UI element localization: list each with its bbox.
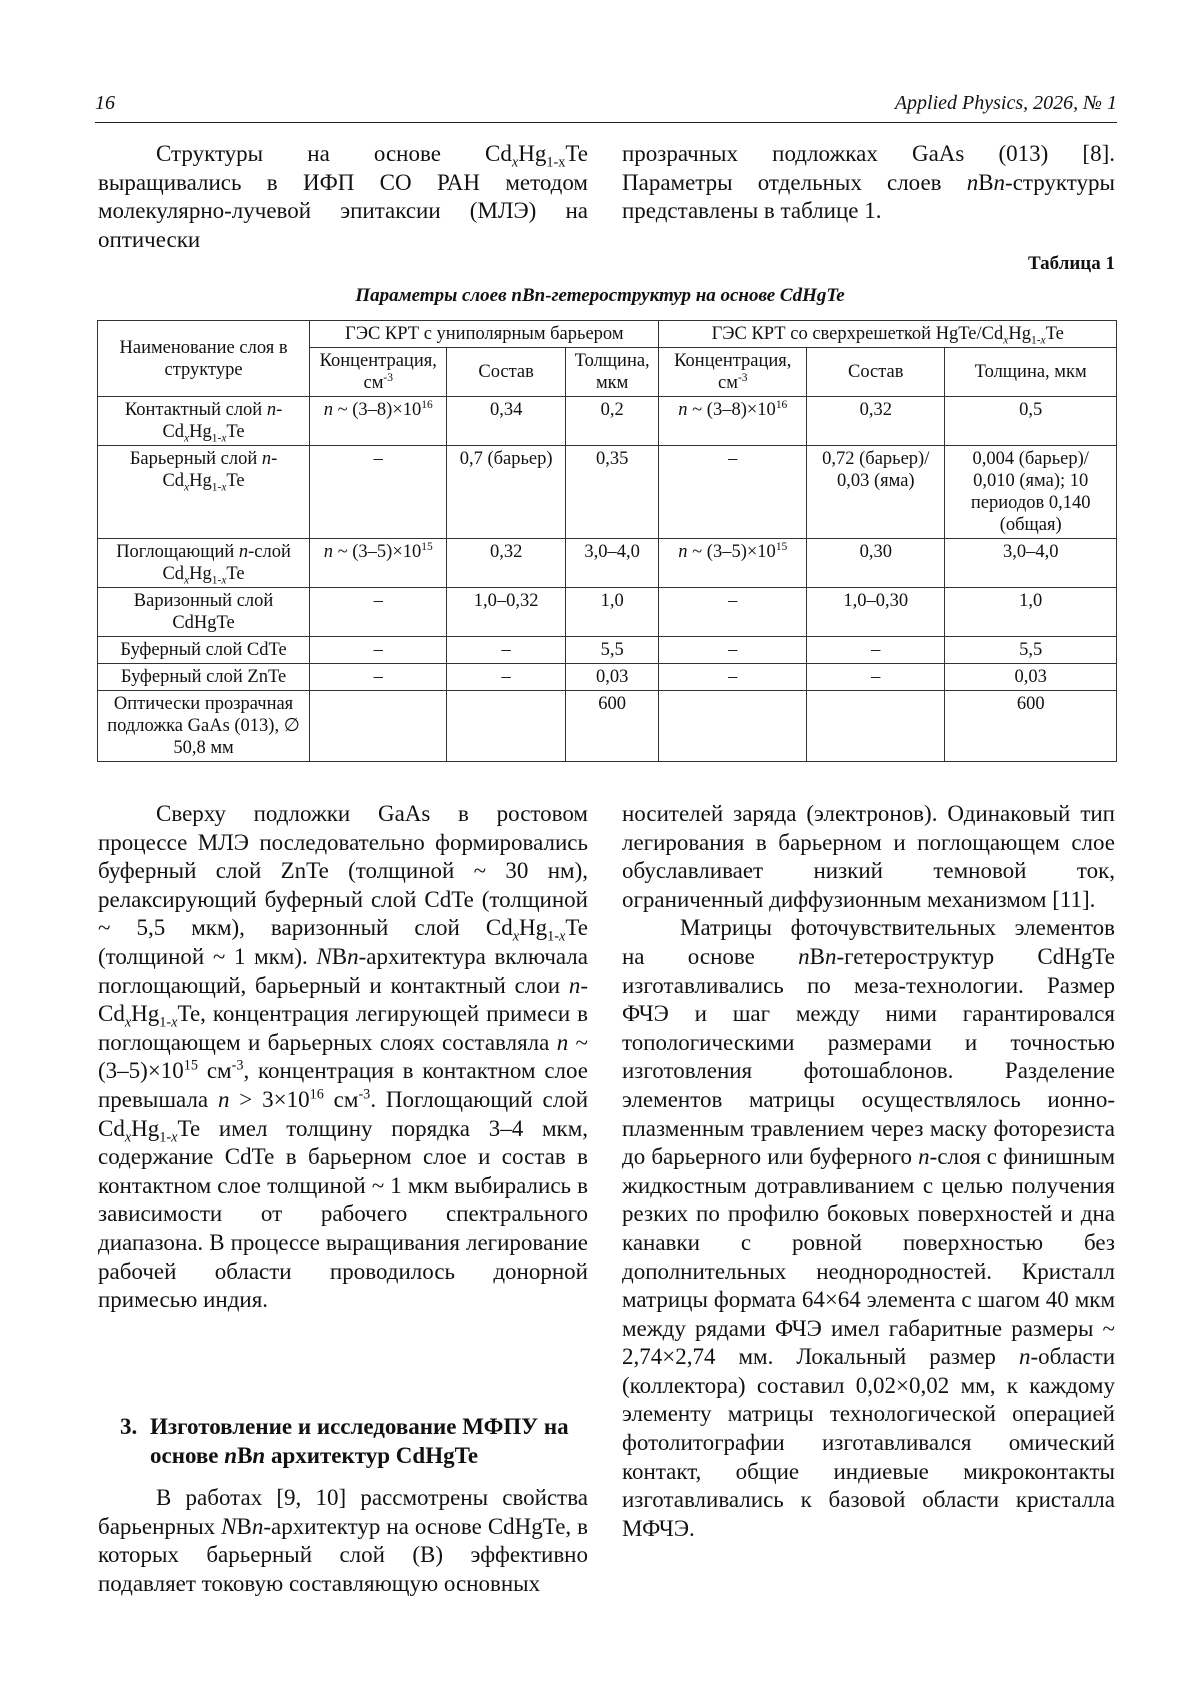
table-row-absorber: [98, 539, 1117, 588]
intro-left-column: [98, 140, 588, 254]
cell-concentration-1: n ~ $(3-5)\times 10^{15}$: [310, 539, 447, 588]
cell-concentration-1: [310, 691, 447, 762]
table-row-substrate: [98, 691, 1117, 762]
cell-composition-2: –: [807, 664, 945, 691]
body-right-column: [622, 800, 1115, 1543]
cell-concentration-1: n ~ $(3-8)\times 10^{16}$: [310, 397, 447, 446]
cell-layer-name: Барьерный слой $n-Cd_xHg_{1-x}Te$: [98, 446, 310, 539]
cell-composition-1: 0,32: [447, 539, 566, 588]
cell-composition-1: –: [447, 637, 566, 664]
table-row-buffer-cdte: [98, 637, 1117, 664]
cell-composition-2: 1,0–0,30: [807, 588, 945, 637]
cell-layer-name: Поглощающий n-слой $Cd_xHg_{1-x}Te$: [98, 539, 310, 588]
table-row-buffer-znte: [98, 664, 1117, 691]
cell-composition-1: 1,0–0,32: [447, 588, 566, 637]
cell-composition-2: [807, 691, 945, 762]
body-left-paragraph-2: В работах [9, 10] рассмотрены свойства барьенрных NBn-архитектур на основе CdHgTe, в которых барьерный слой (B) эффективно подавляет токовую составляющую основных: [98, 1485, 589, 1596]
cell-layer-name: Буферный слой CdTe: [98, 637, 310, 664]
cell-thickness-1: 0,03: [565, 664, 659, 691]
cell-thickness-1: 0,35: [565, 446, 659, 539]
cell-concentration-1: –: [310, 664, 447, 691]
cell-thickness-2: 0,004 (барьер)/ 0,010 (яма); 10 периодов 0,140 (общая): [945, 446, 1117, 539]
intro-left-paragraph: Структуры на основе $Cd_xHg_{1-x}Te$ выращивались в ИФП СО РАН методом молекулярно-лучевой эпитаксии (МЛЭ) на оптически: [98, 141, 588, 252]
header-composition-2: Состав: [807, 348, 945, 397]
cell-layer-name: Контактный слой $n-Cd_xHg_{1-x}Te$: [98, 397, 310, 446]
section-title: Изготовление и исследование МФПУ на основе nBn архитектур CdHgTe: [150, 1414, 569, 1468]
cell-thickness-2: 600: [945, 691, 1117, 762]
cell-thickness-1: 600: [565, 691, 659, 762]
header-group-superlattice: ГЭС КРТ со сверхрешеткой HgTe/$Cd_xHg_{1-x}Te$: [659, 321, 1117, 348]
cell-concentration-2: –: [659, 637, 807, 664]
body-left-column-2: [98, 1484, 588, 1598]
intro-right-paragraph: прозрачных подложках GaAs (013) [8]. Параметры отдельных слоев nBn-структуры представлены в таблице 1.: [622, 141, 1115, 224]
header-thickness-2: Толщина, мкм: [945, 348, 1117, 397]
section-number: 3.: [120, 1414, 138, 1439]
body-right-paragraph-2: Матрицы фоточувствительных элементов на основе nBn-гетероструктур CdHgTe изготавливались по меза-технологии. Размер ФЧЭ и шаг между ними гарантировался топологическими размерами и точностью изготовления фотошаблонов. Разделение элементов матрицы осуществлялось ионно-плазменным травлением через маску фоторезиста до барьерного или буферного n-слоя с финишным жидкостным дотравливанием с целью получения резких по профилю боковых поверхностей и дна канавки с ровной поверхностью без дополнительных неоднородностей. Кристалл матрицы формата 64×64 элемента с шагом 40 мкм между рядами ФЧЭ имел габаритные размеры ~ 2,74×2,74 мм. Локальный размер n-области (коллектора) составил 0,02×0,02 мм, к каждому элементу матрицы технологической операцией фотолитографии изготавливался омический контакт, общие индиевые микроконтакты изготавливались к базовой области кристалла МФЧЭ.: [622, 915, 1115, 1541]
cell-thickness-1: 3,0–4,0: [565, 539, 659, 588]
body-left-column: [98, 800, 588, 1315]
cell-composition-2: 0,72 (барьер)/ 0,03 (яма): [807, 446, 945, 539]
cell-composition-2: 0,32: [807, 397, 945, 446]
cell-thickness-2: 5,5: [945, 637, 1117, 664]
table-row-contact: [98, 397, 1117, 446]
cell-layer-name: Варизонный слой CdHgTe: [98, 588, 310, 637]
cell-thickness-1: 5,5: [565, 637, 659, 664]
body-right-paragraph-1: носителей заряда (электронов). Одинаковый тип легирования в барьерном и поглощающем слое обуславливает низкий темновой ток, ограниченный диффузионным механизмом [11].: [622, 801, 1115, 912]
layer-parameters-table: [97, 320, 1117, 762]
body-left-paragraph-1: Сверху подложки GaAs в ростовом процессе МЛЭ последовательно формировались буферный слой ZnTe (толщиной ~ 30 нм), релаксирующий буферный слой CdTe (толщиной ~ 5,5 мкм), варизонный слой $Cd_xHg_{1-x}Te$ (толщиной ~ 1 мкм). NBn-архитектура включала поглощающий, барьерный и контактный слои $n-Cd_xHg_{1-x}Te$, концентрация легирующей примеси в поглощающем и барьерных слоях составляла n ~ $(3-5)\times 10^{15}$ $см^{-3}$, концентрация в контактном слое превышала $n > 3\times 10^{16}$ $см^{-3}$. Поглощающий слой $Cd_xHg_{1-x}Te$ имел толщину порядка 3–4 мкм, содержание CdTe в барьерном слое и состав в контактном слое толщиной ~ 1 мкм выбирались в зависимости от рабочего спектрального диапазона. В процессе выращивания легирование рабочей области проводилось донорной примесью индия.: [98, 801, 589, 1313]
cell-thickness-1: 0,2: [565, 397, 659, 446]
header-composition-1: Состав: [447, 348, 566, 397]
cell-concentration-2: n ~ $(3-5)\times 10^{15}$: [659, 539, 807, 588]
cell-composition-2: –: [807, 637, 945, 664]
cell-concentration-2: –: [659, 664, 807, 691]
cell-thickness-2: 0,03: [945, 664, 1117, 691]
cell-concentration-1: –: [310, 446, 447, 539]
header-layer-name: Наименование слоя в структуре: [98, 321, 310, 397]
table-row-graded: [98, 588, 1117, 637]
cell-composition-1: 0,34: [447, 397, 566, 446]
cell-concentration-1: –: [310, 588, 447, 637]
cell-concentration-2: –: [659, 446, 807, 539]
cell-composition-2: 0,30: [807, 539, 945, 588]
cell-layer-name: Оптически прозрачная подложка GaAs (013), ∅ 50,8 мм: [98, 691, 310, 762]
table-label: Таблица 1: [1027, 253, 1115, 274]
header-group-unipolar: ГЭС КРТ с униполярным барьером: [310, 321, 659, 348]
running-header: [95, 92, 1117, 123]
cell-concentration-2: [659, 691, 807, 762]
cell-thickness-2: 1,0: [945, 588, 1117, 637]
header-thickness-1: Толщина, мкм: [565, 348, 659, 397]
cell-layer-name: Буферный слой ZnTe: [98, 664, 310, 691]
journal-title: Applied Physics, 2026, № 1: [894, 92, 1117, 114]
header-concentration-1: Концентрация, $см^{-3}$: [310, 348, 447, 397]
page-number: 16: [95, 92, 115, 114]
cell-composition-1: 0,7 (барьер): [447, 446, 566, 539]
cell-thickness-1: 1,0: [565, 588, 659, 637]
cell-concentration-2: n ~ $(3-8)\times 10^{16}$: [659, 397, 807, 446]
cell-concentration-2: –: [659, 588, 807, 637]
section-heading: [120, 1412, 600, 1470]
cell-concentration-1: –: [310, 637, 447, 664]
table-row-barrier: [98, 446, 1117, 539]
table-caption: Параметры слоев nBn-гетероструктур на основе CdHgTe: [355, 285, 845, 306]
header-concentration-2: Концентрация, $см^{-3}$: [659, 348, 807, 397]
cell-composition-1: [447, 691, 566, 762]
cell-composition-1: –: [447, 664, 566, 691]
cell-thickness-2: 0,5: [945, 397, 1117, 446]
cell-thickness-2: 3,0–4,0: [945, 539, 1117, 588]
intro-right-column: [622, 140, 1115, 226]
